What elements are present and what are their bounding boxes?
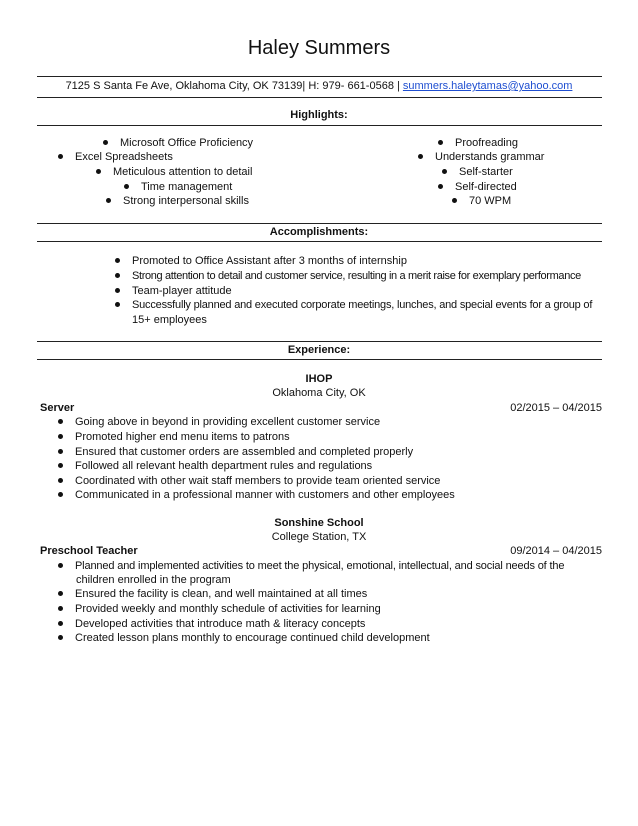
employer-location: Oklahoma City, OK: [272, 387, 366, 399]
duty-item: Coordinated with other wait staff members to provide team oriented service: [58, 475, 440, 487]
bullet-icon: [124, 184, 129, 189]
highlight-item: Meticulous attention to detail: [96, 166, 252, 178]
divider: [37, 223, 602, 224]
bullet-icon: [438, 184, 443, 189]
bullet-icon: [442, 169, 447, 174]
employer-location: College Station, TX: [271, 531, 367, 543]
bullet-icon: [418, 154, 423, 159]
job-header: [40, 402, 602, 414]
highlight-item: 70 WPM: [452, 195, 511, 207]
duty-item: Developed activities that introduce math & literacy concepts: [58, 618, 365, 630]
highlight-item: Time management: [124, 181, 232, 193]
employer-name: IHOP: [305, 373, 333, 385]
highlight-item: Strong interpersonal skills: [106, 195, 249, 207]
bullet-icon: [103, 140, 108, 145]
divider: [37, 241, 602, 242]
divider: [37, 341, 602, 342]
job-title: Server: [40, 402, 75, 414]
experience-heading: Experience:: [287, 344, 351, 356]
bullet-icon: [58, 449, 63, 454]
bullet-icon: [58, 492, 63, 497]
job-dates: 09/2014 – 04/2015: [510, 545, 602, 557]
contact-text: 7125 S Santa Fe Ave, Oklahoma City, OK 73139| H: 979- 661-0568 |: [65, 80, 403, 92]
job-title: Preschool Teacher: [40, 545, 138, 557]
duty-item: Created lesson plans monthly to encourage continued child development: [58, 632, 430, 644]
duty-item: Promoted higher end menu items to patrons: [58, 431, 290, 443]
bullet-icon: [115, 288, 120, 293]
duty-item: Ensured the facility is clean, and well maintained at all times: [58, 588, 367, 600]
divider: [37, 76, 602, 77]
bullet-icon: [452, 198, 457, 203]
duty-item: Going above in beyond in providing excellent customer service: [58, 416, 380, 428]
bullet-icon: [58, 591, 63, 596]
highlight-item: Proofreading: [438, 137, 518, 149]
accomplishment-item: Promoted to Office Assistant after 3 months of internship: [115, 255, 407, 267]
highlights-heading: Highlights:: [290, 109, 348, 121]
contact-line: [0, 80, 638, 92]
bullet-icon: [58, 621, 63, 626]
bullet-icon: [96, 169, 101, 174]
job-dates: 02/2015 – 04/2015: [510, 402, 602, 414]
email-link[interactable]: summers.haleytamas@yahoo.com: [402, 80, 573, 92]
employer-name: Sonshine School: [274, 517, 364, 529]
accomplishment-item: Successfully planned and executed corporate meetings, lunches, and special events for a group of: [115, 299, 592, 311]
bullet-icon: [58, 419, 63, 424]
resume-name: Haley Summers: [247, 37, 391, 59]
duty-item: Provided weekly and monthly schedule of activities for learning: [58, 603, 381, 615]
divider: [37, 359, 602, 360]
accomplishment-item: Strong attention to detail and customer service, resulting in a merit raise for exemplary performance: [115, 270, 581, 282]
accomplishment-item: Team-player attitude: [115, 285, 232, 297]
bullet-icon: [106, 198, 111, 203]
accomplishments-heading: Accomplishments:: [269, 226, 369, 238]
bullet-icon: [115, 302, 120, 307]
bullet-icon: [115, 258, 120, 263]
duty-item: Ensured that customer orders are assembled and completed properly: [58, 446, 413, 458]
job-header: [40, 545, 602, 557]
bullet-icon: [58, 434, 63, 439]
bullet-icon: [58, 154, 63, 159]
bullet-icon: [115, 273, 120, 278]
duty-item: Followed all relevant health department rules and regulations: [58, 460, 372, 472]
highlight-item: Understands grammar: [418, 151, 544, 163]
accomplishment-continuation: 15+ employees: [132, 314, 207, 326]
duty-continuation: children enrolled in the program: [76, 574, 231, 586]
bullet-icon: [58, 635, 63, 640]
highlight-item: Self-directed: [438, 181, 517, 193]
bullet-icon: [438, 140, 443, 145]
highlight-item: Microsoft Office Proficiency: [103, 137, 253, 149]
highlight-item: Excel Spreadsheets: [58, 151, 173, 163]
divider: [37, 97, 602, 98]
duty-item: Planned and implemented activities to meet the physical, emotional, intellectual, and social needs of the: [58, 560, 564, 572]
bullet-icon: [58, 563, 63, 568]
duty-item: Communicated in a professional manner with customers and other employees: [58, 489, 455, 501]
bullet-icon: [58, 478, 63, 483]
divider: [37, 125, 602, 126]
bullet-icon: [58, 463, 63, 468]
bullet-icon: [58, 606, 63, 611]
highlight-item: Self-starter: [442, 166, 513, 178]
